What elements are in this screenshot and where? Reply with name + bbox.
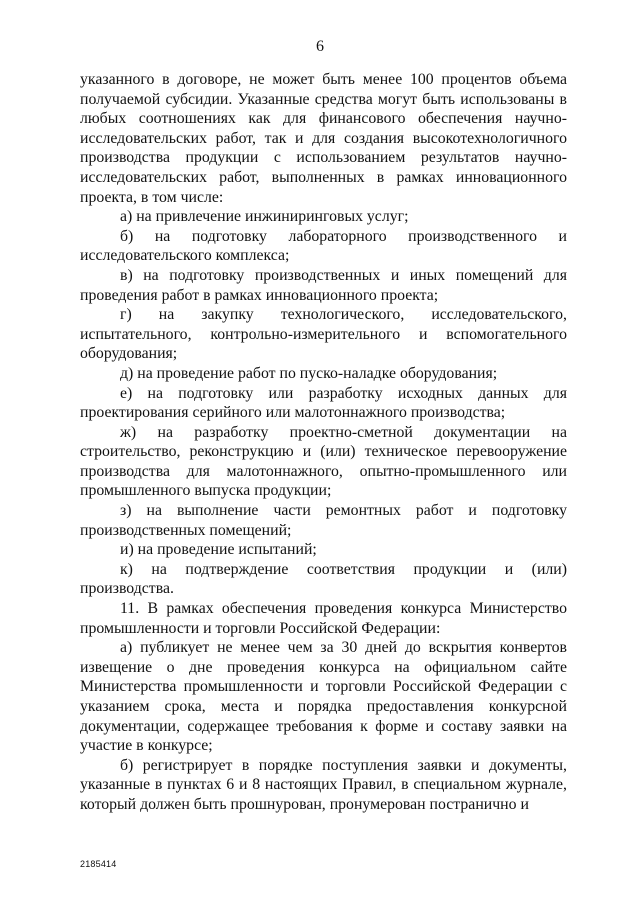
- document-body: [80, 70, 567, 815]
- paragraph: б) на подготовку лабораторного производственного и исследовательского комплекса;: [80, 227, 567, 265]
- paragraph: г) на закупку технологического, исследовательского, испытательного, контрольно-измерительного и вспомогательного оборудования;: [80, 306, 567, 363]
- page-number: 6: [316, 38, 324, 55]
- paragraph: и) на проведение испытаний;: [120, 541, 317, 559]
- paragraph: з) на выполнение части ремонтных работ и подготовку производственных помещений;: [80, 502, 567, 539]
- paragraph: 11. В рамках обеспечения проведения конкурса Министерство промышленности и торговли Российской Федерации:: [80, 600, 567, 637]
- paragraph: ж) на разработку проектно-сметной документации на строительство, реконструкцию и (или) техническое перевооружение производства для малотоннажного, опытно-промышленного или промышленного выпуска продукции;: [80, 423, 567, 500]
- paragraph: а) на привлечение инжиниринговых услуг;: [120, 208, 409, 226]
- paragraph: е) на подготовку или разработку исходных данных для проектирования серийного или малотоннажного производства;: [80, 384, 567, 422]
- document-code: 2185414: [80, 859, 117, 869]
- paragraph: д) на проведение работ по пуско-наладке оборудования;: [120, 364, 498, 382]
- paragraph: а) публикует не менее чем за 30 дней до вскрытия конвертов извещение о дне проведения конкурса на официальном сайте Министерства промышленности и торговли Российской Федерации с указанием срока, места и порядка предоставления конкурсной документации, содержащее требования к форме и составу заявки на участие в конкурсе;: [80, 639, 567, 755]
- paragraph: б) регистрирует в порядке поступления заявки и документы, указанные в пунктах 6 и 8 настоящих Правил, в специальном журнале, который должен быть прошнурован, пронумерован постранично и: [80, 756, 567, 813]
- paragraph: в) на подготовку производственных и иных помещений для проведения работ в рамках инновационного проекта;: [80, 266, 567, 304]
- paragraph: указанного в договоре, не может быть менее 100 процентов объема получаемой субсидии. Указанные средства могут быть использованы в любых соотношениях как для финансового обеспечения научно-исследовательских работ, так и для создания высокотехнологичного производства продукции с использованием результатов научно-исследовательских работ, выполненных в рамках инновационного проекта, в том числе:: [80, 71, 567, 206]
- paragraph: к) на подтверждение соответствия продукции и (или) производства.: [80, 560, 567, 598]
